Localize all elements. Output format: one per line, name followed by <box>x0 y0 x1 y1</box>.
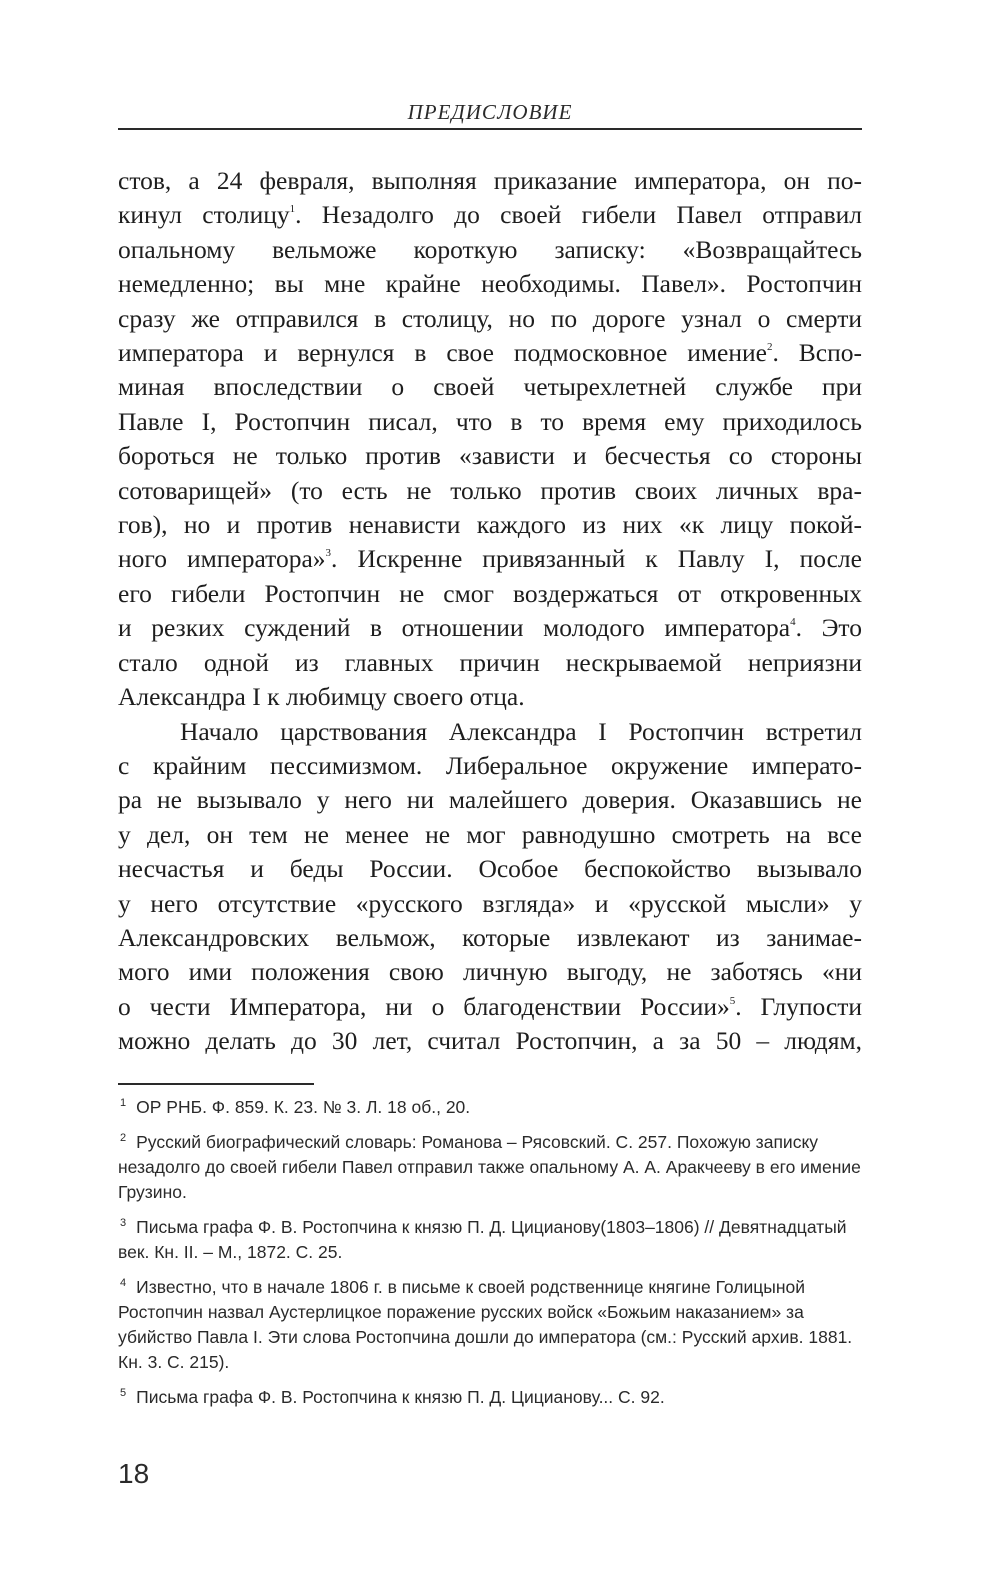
footnote-ref[interactable]: 4 <box>790 616 796 629</box>
text-line: Александровских вельмож, которые извлекают из занимае- <box>118 922 862 952</box>
text-line: у дел, он тем не менее не мог равнодушно смотреть на все <box>118 819 862 849</box>
text-line: мого ими положения свою личную выгоду, не заботясь «ни <box>118 957 862 987</box>
running-head: ПРЕДИСЛОВИЕ <box>407 100 573 124</box>
footnote-number: 1 <box>120 1097 127 1109</box>
text-line: Павле I, Ростопчин писал, что в то время ему приходилось <box>118 406 862 436</box>
footnote <box>118 1130 862 1205</box>
footnote-text: ОР РНБ. Ф. 859. К. 23. № 3. Л. 18 об., 20. <box>136 1097 471 1117</box>
text-line: с крайним пессимизмом. Либеральное окружение императо- <box>118 750 862 780</box>
footnote <box>118 1385 862 1410</box>
text-line: несчастья и беды России. Особое беспокойство вызывало <box>118 854 862 884</box>
text-line: гов), но и против ненависти каждого из них «к лицу покой- <box>118 510 862 540</box>
text-line: стов, а 24 февраля, выполняя приказание императора, он по- <box>118 166 862 195</box>
paragraph-1 <box>118 164 862 715</box>
text-line: сотоварищей» (то есть не только против своих личных вра- <box>118 475 862 505</box>
text-line: миная впоследствии о своей четырехлетней службе при <box>118 372 862 402</box>
text-line: его гибели Ростопчин не смог воздержаться от откровенных <box>118 578 862 608</box>
footnote-number: 2 <box>120 1132 127 1144</box>
footnote-text: Русский биографический словарь: Романова – Рясовский. С. 257. Похожую записку незадолго до своей гибели Павел отправил также опальному А. А. Аракчееву в его имение Грузино. <box>118 1132 861 1202</box>
text-line: опальному вельможе короткую записку: «Возвращайтесь <box>118 234 862 264</box>
header-rule <box>118 128 862 130</box>
text-line: ра не вызывало у него ни малейшего доверия. Оказавшись не <box>118 785 862 815</box>
text-line: у него отсутствие «русского взгляда» и «русской мысли» у <box>118 888 862 918</box>
footnote-number: 3 <box>120 1217 127 1229</box>
footnote-number: 4 <box>120 1277 127 1289</box>
page-number: 18 <box>118 1458 150 1489</box>
paragraph-2 <box>118 715 862 1059</box>
footnote <box>118 1095 862 1120</box>
main-text <box>118 164 862 1059</box>
footnote-rule <box>118 1083 314 1085</box>
text-line: ного императора»$^3$. Искренне привязанный к Павлу I, после <box>118 544 862 574</box>
footnote-ref[interactable]: 5 <box>729 994 736 1007</box>
text-line: и резких суждений в отношении молодого императора$^4$. Это <box>118 613 862 643</box>
text-line: сразу же отправился в столицу, но по дороге узнал о смерти <box>118 303 862 333</box>
footnote-ref[interactable]: 2 <box>766 341 773 354</box>
text-line: Александра I к любимцу своего отца. <box>118 682 525 712</box>
footnote-number: 5 <box>120 1387 127 1399</box>
footnote <box>118 1215 862 1265</box>
text-line: о чести Императора, ни о благоденствии России»$^5$. Глупости <box>118 991 862 1021</box>
footnote-ref[interactable]: 1 <box>289 203 296 216</box>
text-line: кинул столицу$^1$. Незадолго до своей гибели Павел отправил <box>118 200 862 230</box>
footnote-ref[interactable]: 3 <box>325 547 332 560</box>
footnote <box>118 1275 862 1375</box>
text-line: императора и вернулся в свое подмосковное имение$^2$. Вспо- <box>118 338 862 368</box>
text-line: Начало царствования Александра I Ростопчин встретил <box>180 716 862 746</box>
footnote-text: Письма графа Ф. В. Ростопчина к князю П. Д. Цицианову... С. 92. <box>136 1387 665 1407</box>
text-line: немедленно; вы мне крайне необходимы. Павел». Ростопчин <box>118 269 862 299</box>
text-line: бороться не только против «зависти и бесчестья со стороны <box>118 441 862 471</box>
footnote-text: Письма графа Ф. В. Ростопчина к князю П. Д. Цицианову(1803–1806) // Девятнадцатый век. Кн. II. – М., 1872. С. 25. <box>118 1217 847 1262</box>
footnotes <box>118 1095 862 1420</box>
text-line: стало одной из главных причин нескрываемой неприязни <box>118 647 862 677</box>
footnote-text: Известно, что в начале 1806 г. в письме к своей родственнице княгине Голицыной Ростопчин назвал Аустерлицкое поражение русских войск «Божьим наказанием» за убийство Павла I. Эти слова Ростопчина дошли до императора (см.: Русский архив. 1881. Кн. 3. С. 215). <box>118 1277 853 1372</box>
text-line: можно делать до 30 лет, считал Ростопчин, а за 50 – людям, <box>118 1026 862 1056</box>
